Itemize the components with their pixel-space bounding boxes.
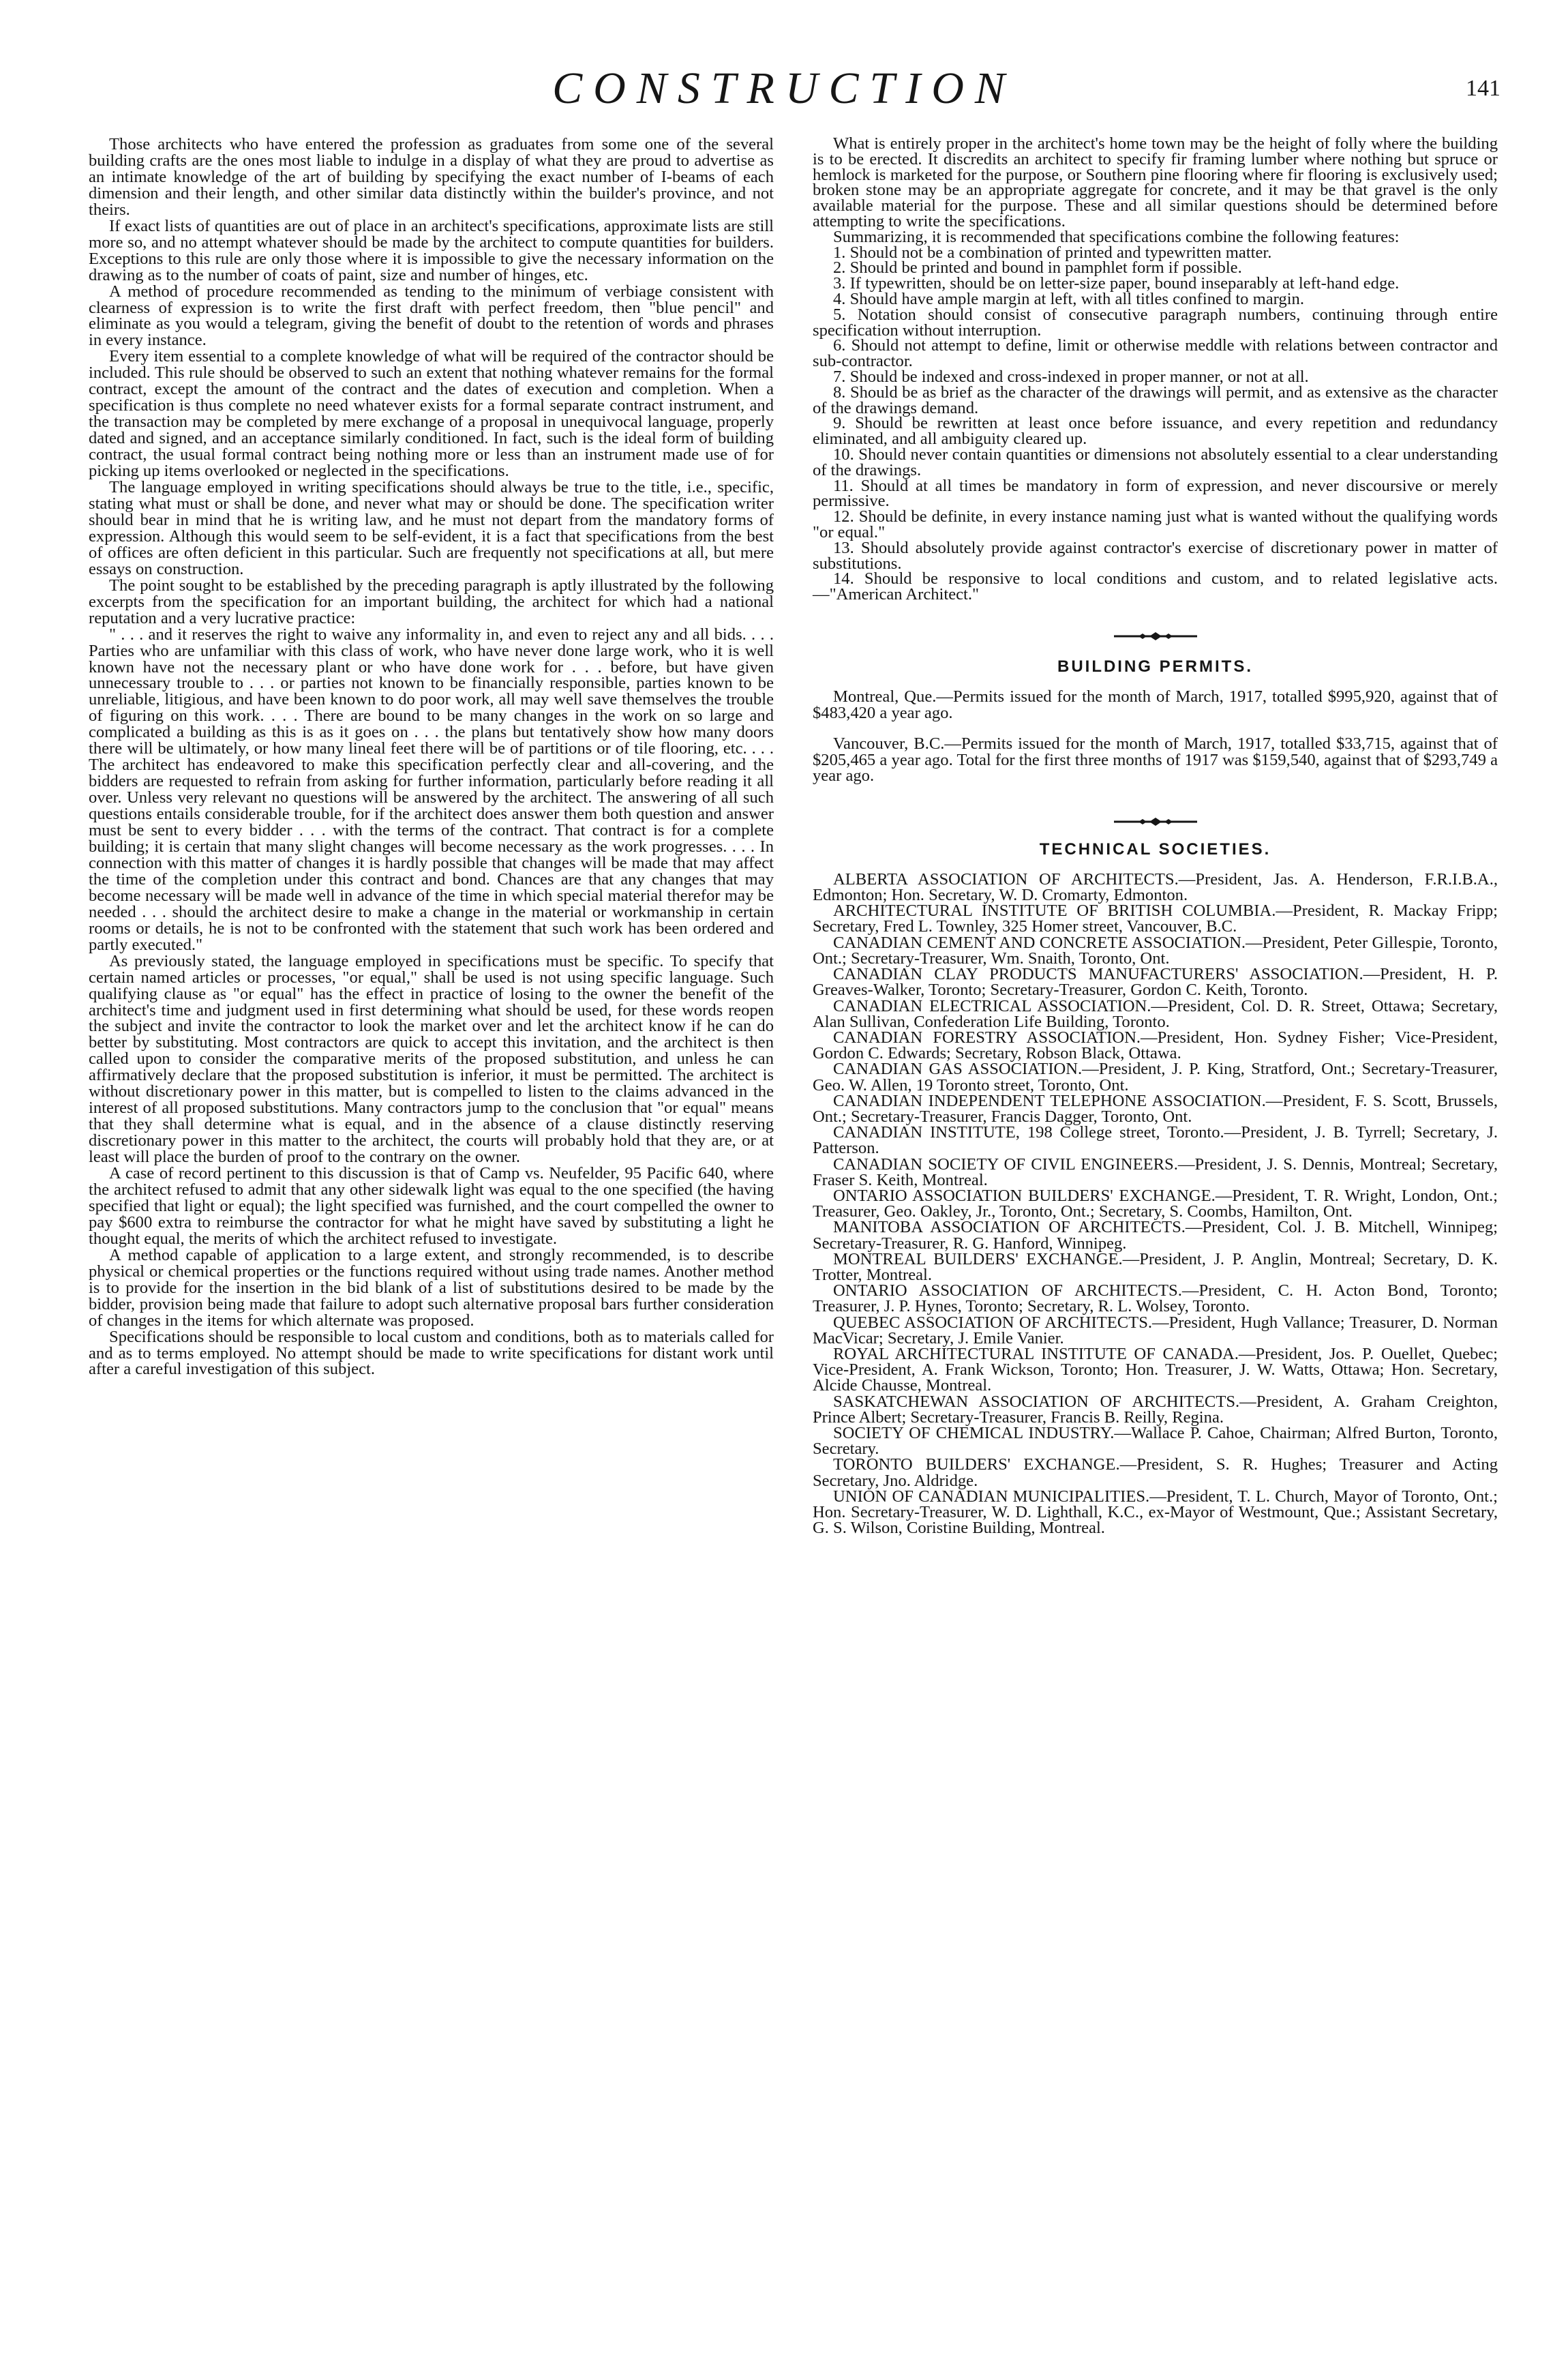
left-column bbox=[89, 136, 774, 1378]
society-entry: QUEBEC ASSOCIATION OF ARCHITECTS.—President, Hugh Vallance; Treasurer, D. Norman MacVicar; Secretary, J. Emile Vanier. bbox=[813, 1313, 1498, 1348]
article-paragraph: The point sought to be established by the preceding paragraph is aptly illustrated by the following excerpts from the specification for an important building, the architect for which had a national reputation and a very lucrative practice: bbox=[89, 576, 774, 627]
society-entry: CANADIAN SOCIETY OF CIVIL ENGINEERS.—President, J. S. Dennis, Montreal; Secretary, Fraser S. Keith, Montreal. bbox=[813, 1155, 1498, 1189]
building-permits-section bbox=[813, 689, 1498, 784]
ornamental-rule-icon bbox=[1111, 631, 1200, 641]
article-paragraph: A method of procedure recommended as tending to the minimum of verbiage consistent with clearness of expression is to write the first draft with perfect freedom, then "blue pencil" and eliminate as you would a telegram, giving the benefit of doubt to the retention of words and phrases in every instance. bbox=[89, 282, 774, 350]
society-entry: ONTARIO ASSOCIATION BUILDERS' EXCHANGE.—President, T. R. Wright, London, Ont.; Treasurer, Geo. Oakley, Jr., Toronto, Ont.; Secretary, S. Coombs, Hamilton, Ont. bbox=[813, 1186, 1498, 1221]
article-paragraph: Summarizing, it is recommended that specifications combine the following features: bbox=[833, 227, 1400, 246]
recommendation-item: 13. Should absolutely provide against contractor's exercise of discretionary power in matter of substitutions. bbox=[813, 538, 1498, 573]
technical-societies-heading: TECHNICAL SOCIETIES. bbox=[1039, 839, 1271, 859]
recommendation-item: 1. Should not be a combination of printed and typewritten matter. bbox=[833, 243, 1272, 262]
recommendation-item: 8. Should be as brief as the character of the drawings will permit, and as extensive as the character of the drawings demand. bbox=[813, 383, 1498, 417]
technical-societies-list bbox=[813, 869, 1498, 1538]
society-entry: CANADIAN CLAY PRODUCTS MANUFACTURERS' ASSOCIATION.—President, H. P. Greaves-Walker, Toronto; Secretary-Treasurer, Gordon C. Keith, Toronto. bbox=[813, 965, 1498, 1000]
right-column bbox=[813, 136, 1498, 1536]
society-entry: ONTARIO ASSOCIATION OF ARCHITECTS.—President, C. H. Acton Bond, Toronto; Treasurer, J. P. Hynes, Toronto; Secretary, R. L. Wolsey, Toronto. bbox=[813, 1281, 1498, 1316]
recommendation-item: 2. Should be printed and bound in pamphlet form if possible. bbox=[833, 258, 1242, 278]
recommendation-item: 3. If typewritten, should be on letter-size paper, bound inseparably at left-hand edge. bbox=[833, 274, 1400, 293]
recommendation-item: 7. Should be indexed and cross-indexed in proper manner, or not at all. bbox=[833, 367, 1309, 386]
article-paragraph: Every item essential to a complete knowledge of what will be required of the contractor should be included. This rule should be observed to such an extent that nothing whatever remains for the formal contract, except the amount of the contract and the dates of execution and completion. When a specification is thus complete no need whatever exists for a formal separate contract instrument, and the transaction may be completed by mere exchange of a proposal in unequivocal language, properly dated and signed, and an acceptance similarly conditioned. In fact, such is the ideal form of building contract, the usual formal contract being nothing more or less than an instrument made use of for picking up items overlooked or neglected in the specifications. bbox=[89, 347, 774, 481]
recommendation-item: 10. Should never contain quantities or dimensions not absolutely essential to a clear understanding of the drawings. bbox=[813, 445, 1498, 479]
article-paragraph: If exact lists of quantities are out of place in an architect's specifications, approximate lists are still more so, and no attempt whatever should be made by the architect to compute quantities for builders. Exceptions to this rule are only those where it is impossible to give the necessary information on the drawing as to the number of coats of paint, size and number of hinges, etc. bbox=[89, 216, 774, 284]
society-entry: CANADIAN CEMENT AND CONCRETE ASSOCIATION.—President, Peter Gillespie, Toronto, Ont.; Secretary-Treasurer, Wm. Snaith, Toronto, Ont. bbox=[813, 933, 1498, 968]
society-entry: TORONTO BUILDERS' EXCHANGE.—President, S. R. Hughes; Treasurer and Acting Secretary, Jno. Aldridge. bbox=[813, 1455, 1498, 1490]
article-paragraph: Specifications should be responsible to local custom and conditions, both as to materials called for and as to terms employed. No attempt should be made to write specifications for distant work until after a careful investigation of this subject. bbox=[89, 1327, 774, 1379]
page-number: 141 bbox=[1466, 76, 1501, 101]
recommendation-item: 6. Should not attempt to define, limit or otherwise meddle with relations between contractor and sub-contractor. bbox=[813, 336, 1498, 371]
page-title: CONSTRUCTION bbox=[552, 63, 1016, 113]
article-paragraph: A case of record pertinent to this discussion is that of Camp vs. Neufelder, 95 Pacific 640, where the architect refused to admit that any other sidewalk light was equal to the one specified (the having specified that light or equal); the light specified was furnished, and the court compelled the owner to pay $600 extra to reimburse the contractor for what he might have saved by substituting a light he thought equal, the merits of which the architect refused to investigate. bbox=[89, 1164, 774, 1248]
society-entry: CANADIAN INDEPENDENT TELEPHONE ASSOCIATION.—President, F. S. Scott, Brussels, Ont.; Secretary-Treasurer, Francis Dagger, Toronto, Ont. bbox=[813, 1091, 1498, 1126]
article-paragraph: As previously stated, the language employed in specifications must be specific. To specify that certain named articles or processes, "or equal," shall be used is not using specific language. Such qualifying clause as "or equal" has the effect in practice of losing to the owner the benefit of the architect's time and judgment used in first determining what should be used, for these words reopen the subject and invite the contractor to look the market over and let the architect know if he can do better by substituting. Most contractors are quick to accept this invitation, and the architect is then called upon to consider the comparative merits of the proposed substitution, and unless he can affirmatively declare that the proposed substitution is inferior, it must be permitted. The architect is without discretionary power in this matter, but is compelled to listen to the claims advanced in the interest of all proposed substitutions. Many contractors jump to the conclusion that "or equal" means that they shall determine what is equal, and in the absence of a clause distinctly reserving discretionary power in this matter to the architect, the courts will probably hold that they are, or at least will place the burden of proof to the contrary on the owner. bbox=[89, 951, 774, 1167]
recommendation-item: 12. Should be definite, in every instance naming just what is wanted without the qualifying words "or equal." bbox=[813, 507, 1498, 541]
society-entry: ARCHITECTURAL INSTITUTE OF BRITISH COLUMBIA.—President, R. Mackay Fripp; Secretary, Fred L. Townley, 325 Homer street, Vancouver, B.C. bbox=[813, 902, 1498, 936]
article-paragraph: The language employed in writing specifications should always be true to the title, i.e., specific, stating what must or shall be done, and never what may or should be done. The specification writer should bear in mind that he is writing law, and he must not depart from the mandatory forms of expression. Although this would seem to be self-evident, it is a fact that specifications from the best of offices are often deficient in this particular. Such are frequently not specifications at all, but mere essays on construction. bbox=[89, 478, 774, 578]
society-entry: CANADIAN GAS ASSOCIATION.—President, J. P. King, Stratford, Ont.; Secretary-Treasurer, Geo. W. Allen, 19 Toronto street, Toronto, Ont. bbox=[813, 1060, 1498, 1095]
society-entry: SASKATCHEWAN ASSOCIATION OF ARCHITECTS.—President, A. Graham Creighton, Prince Albert; Secretary-Treasurer, Francis B. Reilly, Regina. bbox=[813, 1392, 1498, 1427]
society-entry: SOCIETY OF CHEMICAL INDUSTRY.—Wallace P. Cahoe, Chairman; Alfred Burton, Toronto, Secretary. bbox=[813, 1423, 1498, 1459]
permit-report: Vancouver, B.C.—Permits issued for the month of March, 1917, totalled $33,715, against that of $205,465 a year ago. Total for the first three months of 1917 was $159,540, against that of $293,749 a year ago. bbox=[813, 734, 1498, 786]
society-entry: MONTREAL BUILDERS' EXCHANGE.—President, J. P. Anglin, Montreal; Secretary, D. K. Trotter, Montreal. bbox=[813, 1249, 1498, 1284]
society-entry: ALBERTA ASSOCIATION OF ARCHITECTS.—President, Jas. A. Henderson, F.R.I.B.A., Edmonton; Hon. Secretary, W. D. Cromarty, Edmonton. bbox=[813, 869, 1498, 905]
society-entry: CANADIAN ELECTRICAL ASSOCIATION.—President, Col. D. R. Street, Ottawa; Secretary, Alan Sullivan, Confederation Life Building, Toronto. bbox=[813, 996, 1498, 1031]
article-paragraph: Those architects who have entered the profession as graduates from some one of the several building crafts are the ones most liable to indulge in a display of what they are proud to advertise as an intimate knowledge of the art of building by specifying the exact number of I-beams of each dimension and their length, and other similar data distinctly within the builder's province, and not theirs. bbox=[89, 135, 774, 219]
permit-report: Montreal, Que.—Permits issued for the month of March, 1917, totalled $995,920, against that of $483,420 a year ago. bbox=[813, 687, 1498, 722]
society-entry: MANITOBA ASSOCIATION OF ARCHITECTS.—President, Col. J. B. Mitchell, Winnipeg; Secretary-Treasurer, R. G. Hanford, Winnipeg. bbox=[813, 1218, 1498, 1253]
society-entry: CANADIAN FORESTRY ASSOCIATION.—President, Hon. Sydney Fisher; Vice-President, Gordon C. Edwards; Secretary, Robson Black, Ottawa. bbox=[813, 1028, 1498, 1063]
society-entry: ROYAL ARCHITECTURAL INSTITUTE OF CANADA.—President, Jos. P. Ouellet, Quebec; Vice-President, A. Frank Wickson, Toronto; Hon. Treasurer, J. W. Watts, Ottawa; Hon. Secretary, Alcide Chausse, Montreal. bbox=[813, 1344, 1498, 1395]
recommendation-item: 5. Notation should consist of consecutive paragraph numbers, continuing through entire specification without interruption. bbox=[813, 305, 1498, 340]
article-paragraph: What is entirely proper in the architect's home town may be the height of folly where the building is to be erected. It discredits an architect to specify fir framing lumber where nothing but spruce or hemlock is marketed for the purpose, or Southern pine flooring where fir flooring is exclusively used; broken stone may be an appropriate aggregate for concrete, and it may be that gravel is the only available material for the purpose. These and all similar questions should be determined before attempting to write the specifications. bbox=[813, 134, 1498, 230]
recommendation-item: 14. Should be responsive to local conditions and custom, and to related legislative acts.—"American Architect." bbox=[813, 569, 1498, 604]
ornamental-rule-icon bbox=[1111, 817, 1200, 827]
recommendation-item: 4. Should have ample margin at left, with all titles confined to margin. bbox=[833, 289, 1304, 308]
recommendation-item: 9. Should be rewritten at least once before issuance, and every repetition and redundancy eliminated, and all ambiguity cleared up. bbox=[813, 414, 1498, 449]
quoted-excerpt: " . . . and it reserves the right to waive any informality in, and even to reject any and all bids. . . . Parties who are unfamiliar with this class of work, who have never done large work, who it is well known have not the necessary plant or who have done work for . . . before, but have given unnecessary trouble to . . . or parties not known to be financially responsible, parties known to be unreliable, litigious, and have been known to do poor work, all may well save themselves the trouble of figuring on this work. . . . There are bound to be many changes in the work on so large and complicated a building as this is as it goes on . . . the plans but tentatively show how many doors there will be ultimately, or how many lineal feet there will be of partitions or of tile flooring, etc. . . . The architect has endeavored to make this specification perfectly clear and all-covering, and the bidders are requested to refrain from asking for further information, particularly before reading it all over. Unless very relevant no questions will be answered by the architect. The answering of all such questions entails considerable trouble, for if the architect does answer them both question and answer must be sent to every bidder . . . with the terms of the contract. That contract is for a complete building; it is certain that many slight changes will become necessary as the work progresses. . . . In connection with this matter of changes it is hardly possible that changes will be made that may affect the time of the completion under this contract and bond. Chances are that any changes that may become necessary will be made well in advance of the time in which special material therefor may be needed . . . should the architect desire to make a change in the material or workmanship in certain rooms or details, he is not to be confronted with the statement that such work has been ordered and partly executed." bbox=[89, 625, 774, 954]
building-permits-heading: BUILDING PERMITS. bbox=[1057, 657, 1253, 676]
recommendation-item: 11. Should at all times be mandatory in form of expression, and never discoursive or merely permissive. bbox=[813, 476, 1498, 511]
article-paragraph: A method capable of application to a large extent, and strongly recommended, is to describe physical or chemical properties or the functions required without using trade names. Another method is to provide for the insertion in the bid blank of a list of substitutions desired to be made by the bidder, provision being made that failure to adopt such alternative proposal bars further consideration of changes in the items for which alternate was proposed. bbox=[89, 1245, 774, 1330]
society-entry: CANADIAN INSTITUTE, 198 College street, Toronto.—President, J. B. Tyrrell; Secretary, J. Patterson. bbox=[813, 1123, 1498, 1158]
society-entry: UNION OF CANADIAN MUNICIPALITIES.—President, T. L. Church, Mayor of Toronto, Ont.; Hon. Secretary-Treasurer, W. D. Lighthall, K.C., ex-Mayor of Westmount, Que.; Assistant Secretary, G. S. Wilson, Coristine Building, Montreal. bbox=[813, 1487, 1498, 1538]
